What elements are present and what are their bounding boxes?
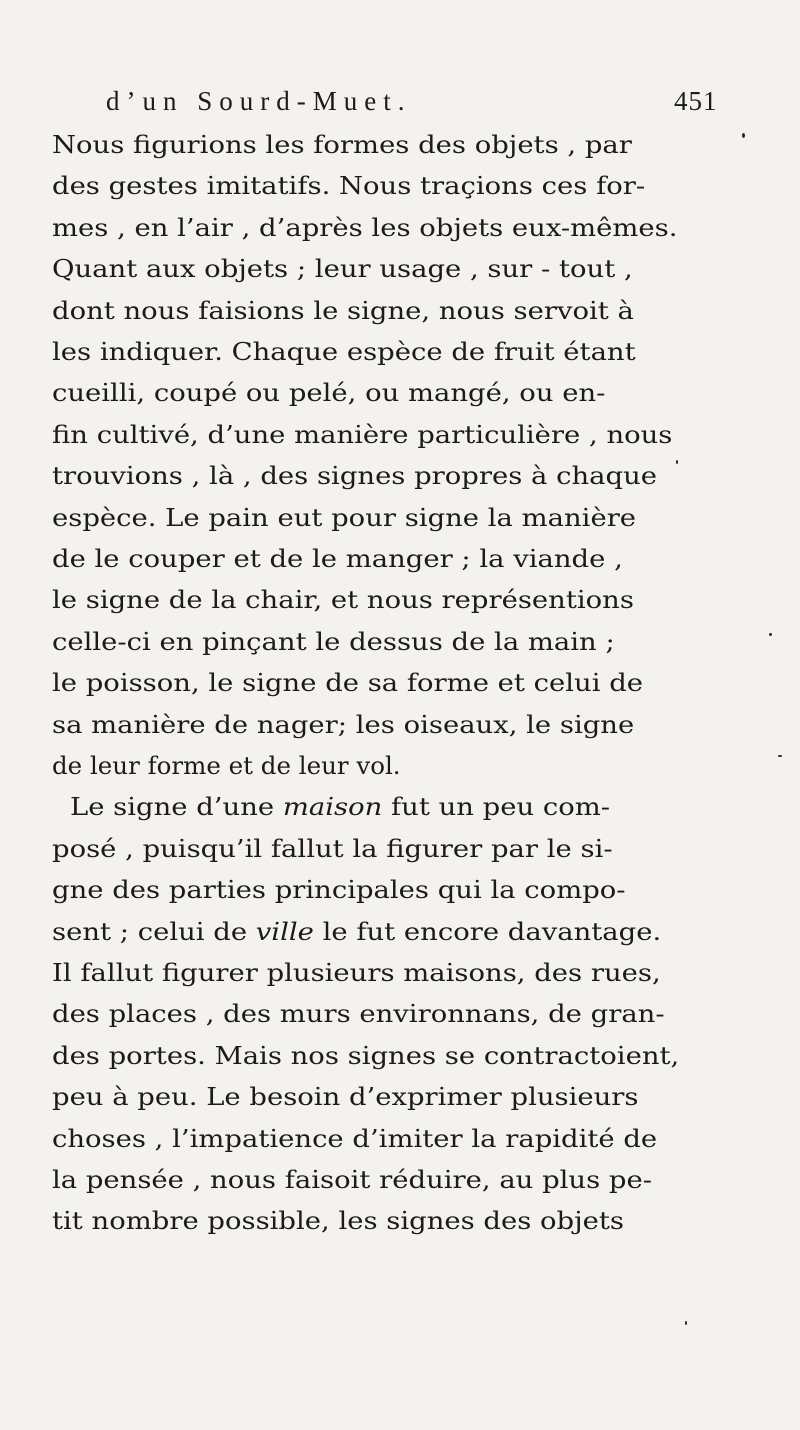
line-text: tit nombre possible, les signes des objets <box>52 1206 624 1236</box>
text-line <box>70 792 610 822</box>
text-line <box>52 378 605 408</box>
line-text: peu à peu. Le besoin d’exprimer plusieurs <box>52 1082 639 1112</box>
line-text: Quant aux objets ; leur usage , sur - tout , <box>52 254 633 284</box>
text-line <box>52 296 634 326</box>
text-line <box>52 958 661 988</box>
line-text: sent ; celui de <box>52 916 256 946</box>
line-text: gne des parties principales qui la compo- <box>52 875 626 905</box>
line-text: les indiquer. Chaque espèce de fruit étant <box>52 337 636 366</box>
line-text: trouvions , là , des signes propres à chaque <box>52 461 658 491</box>
text-line <box>52 130 632 160</box>
line-text: Nous figurions les formes des objets , par <box>52 130 632 159</box>
text-line <box>52 213 677 243</box>
running-head-title: d’un Sourd-Muet. <box>106 86 412 116</box>
line-text: celle-ci en pinçant le dessus de la main ; <box>52 626 615 656</box>
text-line <box>52 668 643 698</box>
ink-speck <box>769 633 772 636</box>
text-line <box>52 461 657 491</box>
line-text: cueilli, coupé ou pelé, ou mangé, ou en- <box>52 378 606 408</box>
line-text: choses , l’impatience d’imiter la rapidité de <box>52 1123 658 1153</box>
line-text: la pensée , nous faisoit réduire, au plus pe- <box>52 1165 652 1194</box>
text-line <box>52 875 626 905</box>
ink-speck <box>778 755 782 757</box>
line-text: Le signe d’une <box>70 792 283 822</box>
text-line <box>52 337 636 367</box>
text-line <box>52 503 636 533</box>
text-line <box>52 254 633 284</box>
line-text: de leur forme et de leur vol. <box>52 751 401 780</box>
text-line <box>52 1124 657 1154</box>
text-line <box>52 999 665 1029</box>
line-text: le signe de la chair, et nous représentions <box>52 585 634 615</box>
line-text: posé , puisqu’il fallut la figurer par le si- <box>52 833 613 863</box>
text-line <box>52 1165 652 1195</box>
line-text: des portes. Mais nos signes se contractoient, <box>52 1040 680 1070</box>
italic-word: maison <box>282 792 383 822</box>
ink-speck <box>685 1321 687 1325</box>
line-text: mes , en l’air , d’après les objets eux-mêmes. <box>52 212 678 242</box>
line-text: fin cultivé, d’une manière particulière , nous <box>52 419 673 449</box>
text-line <box>52 1206 624 1236</box>
line-text: des places , des murs environnans, de gran- <box>52 999 665 1029</box>
text-line <box>52 585 634 615</box>
line-text: Il fallut figurer plusieurs maisons, des rues, <box>52 958 661 987</box>
line-text: sa manière de nager; les oiseaux, le signe <box>52 709 635 739</box>
text-line <box>52 171 645 201</box>
text-line <box>52 917 661 947</box>
line-text: dont nous faisions le signe, nous servoit à <box>52 295 634 325</box>
text-line <box>52 420 672 450</box>
text-line <box>52 1082 639 1112</box>
line-text: le fut encore davantage. <box>313 916 662 946</box>
text-line <box>52 710 634 740</box>
line-text: fut un peu com- <box>382 792 611 822</box>
line-text: des gestes imitatifs. Nous traçions ces for- <box>52 171 646 201</box>
page-number: 451 <box>674 86 718 116</box>
running-head <box>106 86 726 126</box>
text-line <box>52 1041 679 1071</box>
line-text: espèce. Le pain eut pour signe la manière <box>52 502 637 532</box>
italic-word: ville <box>255 916 314 946</box>
text-line <box>52 834 613 864</box>
text-line <box>52 627 615 657</box>
line-text: de le couper et de le manger ; la viande , <box>52 544 623 573</box>
ink-speck <box>742 133 745 138</box>
text-line <box>52 544 623 574</box>
line-text: le poisson, le signe de sa forme et celui de <box>52 668 644 698</box>
text-line <box>52 751 401 781</box>
ink-speck <box>676 460 678 464</box>
